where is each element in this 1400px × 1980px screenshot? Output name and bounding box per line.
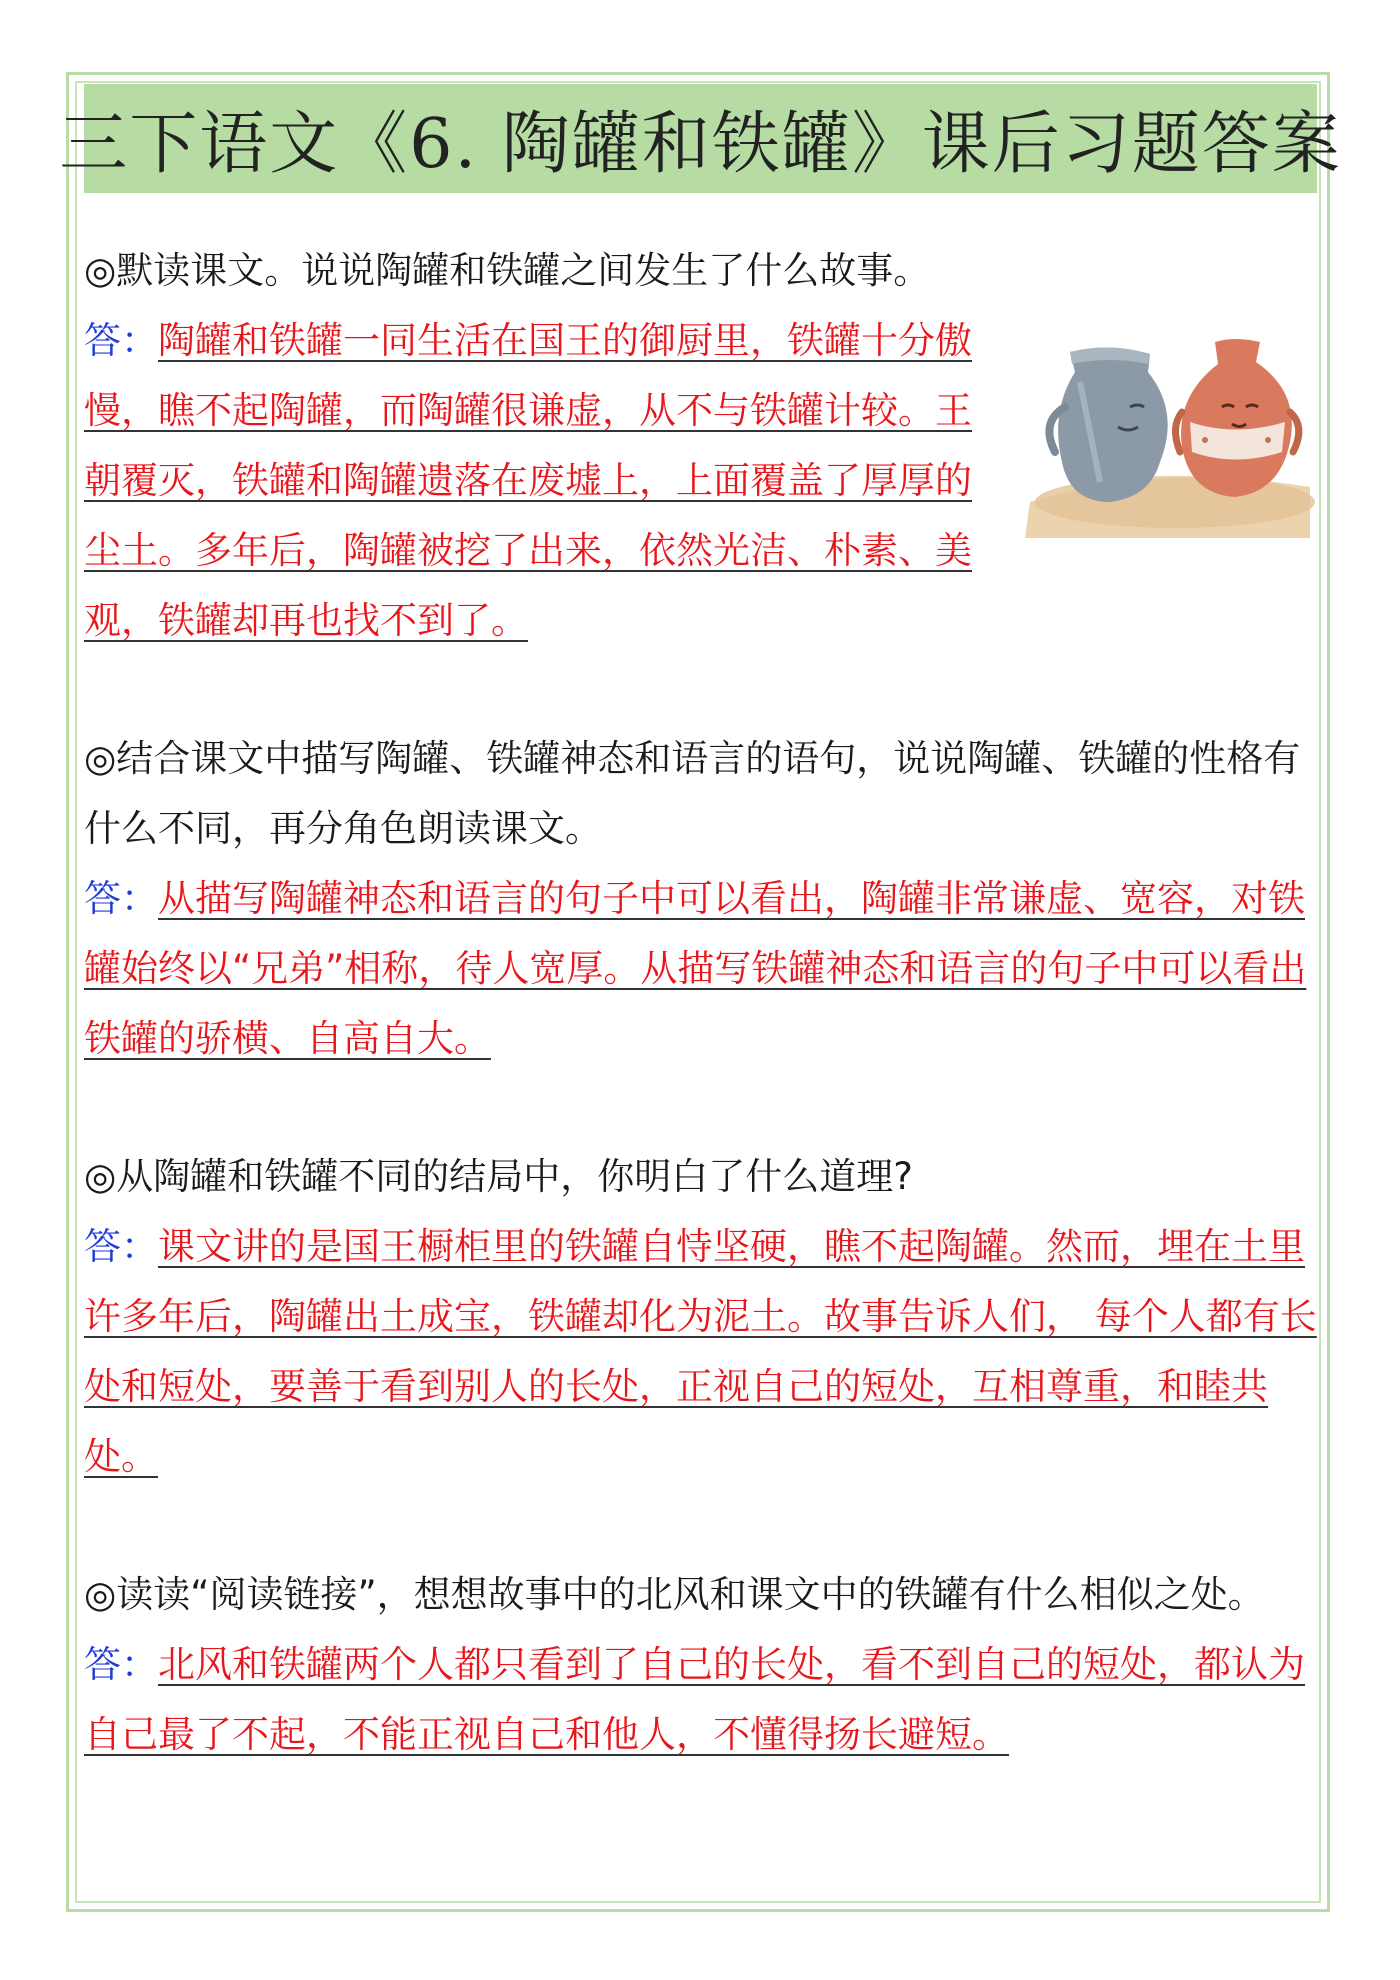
- question-block-3: [84, 1142, 1320, 1492]
- page-title: 三下语文《6. 陶罐和铁罐》课后习题答案: [59, 105, 1342, 184]
- answer-paragraph: [84, 1630, 1320, 1770]
- content-area: [84, 236, 1320, 1770]
- question-block-2: [84, 724, 1320, 1074]
- answer-paragraph: [84, 1212, 1320, 1492]
- answer-text: 从描写陶罐神态和语言的句子中可以看出，陶罐非常谦虚、宽容，对铁罐始终以“兄弟”相称，待人宽厚。从描写铁罐神态和语言的句子中可以看出铁罐的骄横、自高自大。: [84, 877, 1307, 1060]
- question-block-4: [84, 1560, 1320, 1770]
- question-text: ◎结合课文中描写陶罐、铁罐神态和语言的语句，说说陶罐、铁罐的性格有什么不同，再分角色朗读课文。: [84, 737, 1301, 850]
- answer-text: 北风和铁罐两个人都只看到了自己的长处，看不到自己的短处，都认为自己最了不起，不能正视自己和他人，不懂得扬长避短。: [84, 1643, 1305, 1756]
- spacer: [84, 1074, 1320, 1142]
- question-text: ◎默读课文。说说陶罐和铁罐之间发生了什么故事。: [84, 249, 931, 292]
- question-block-1: [84, 236, 1320, 656]
- clay-pot-and-iron-pot-icon: [1010, 312, 1320, 538]
- spacer: [84, 1492, 1320, 1560]
- answer-paragraph: [84, 864, 1320, 1074]
- answer-label: 答：: [84, 877, 158, 920]
- title-banner: [59, 84, 1342, 193]
- answer-label: 答：: [84, 319, 158, 362]
- answer-text: 陶罐和铁罐一同生活在国王的御厨里，铁罐十分傲慢，瞧不起陶罐，而陶罐很谦虚，从不与铁罐计较。王朝覆灭，铁罐和陶罐遗落在废墟上，上面覆盖了厚厚的尘土。多年后，陶罐被挖了出来，依然光洁、朴素、美观，铁罐却再也找不到了。: [84, 319, 972, 642]
- question-text: ◎从陶罐和铁罐不同的结局中，你明白了什么道理?: [84, 1155, 913, 1198]
- answer-text: 课文讲的是国王橱柜里的铁罐自恃坚硬，瞧不起陶罐。然而，埋在土里许多年后，陶罐出土成宝，铁罐却化为泥土。故事告诉人们， 每个人都有长处和短处，要善于看到别人的长处，正视自己的短处，互相尊重，和睦共处。: [84, 1225, 1317, 1478]
- answer-label: 答：: [84, 1643, 158, 1686]
- question-text: ◎读读“阅读链接”，想想故事中的北风和课文中的铁罐有什么相似之处。: [84, 1573, 1265, 1616]
- spacer: [84, 656, 1320, 724]
- answer-label: 答：: [84, 1225, 158, 1268]
